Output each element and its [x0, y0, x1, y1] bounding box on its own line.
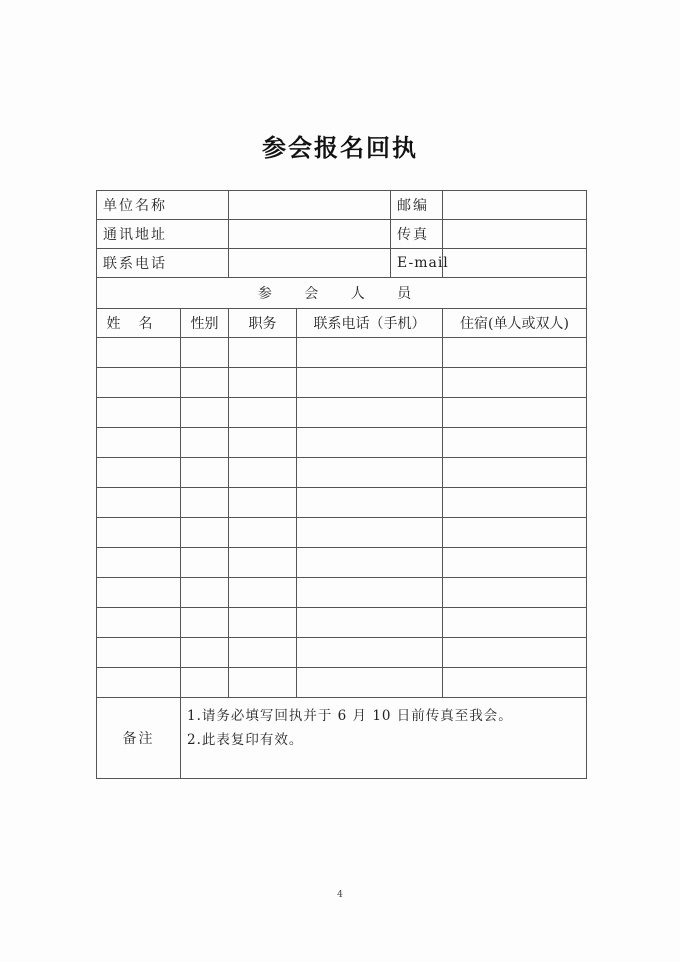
- col-gender-header: 性别: [181, 309, 229, 338]
- info-row-phone: [97, 249, 587, 278]
- attendee-position-cell[interactable]: [229, 428, 297, 458]
- attendee-name-cell[interactable]: [97, 458, 181, 488]
- attendee-phone-cell[interactable]: [297, 458, 443, 488]
- attendee-name-cell[interactable]: [97, 638, 181, 668]
- attendee-lodging-cell[interactable]: [443, 518, 587, 548]
- attendee-phone-cell[interactable]: [297, 398, 443, 428]
- attendee-row: [97, 578, 587, 608]
- attendee-row: [97, 608, 587, 638]
- attendee-gender-cell[interactable]: [181, 338, 229, 368]
- attendee-gender-cell[interactable]: [181, 548, 229, 578]
- attendee-phone-cell[interactable]: [297, 368, 443, 398]
- info-row-address: [97, 220, 587, 249]
- attendee-lodging-cell[interactable]: [443, 638, 587, 668]
- attendee-row: [97, 638, 587, 668]
- note-line-1: 1.请务必填写回执并于 6 月 10 日前传真至我会。: [187, 708, 513, 724]
- col-lodging-header: 住宿(单人或双人): [443, 309, 587, 338]
- attendee-gender-cell[interactable]: [181, 428, 229, 458]
- postcode-label: 邮编: [391, 191, 443, 220]
- attendee-row: [97, 458, 587, 488]
- attendee-gender-cell[interactable]: [181, 368, 229, 398]
- attendee-position-cell[interactable]: [229, 638, 297, 668]
- contact-phone-label: 联系电话: [97, 249, 229, 278]
- attendee-rows: [97, 338, 587, 698]
- attendee-name-cell[interactable]: [97, 398, 181, 428]
- col-position-header: 职务: [229, 309, 297, 338]
- attendee-row: [97, 338, 587, 368]
- attendee-lodging-cell[interactable]: [443, 458, 587, 488]
- address-field[interactable]: [229, 220, 391, 249]
- attendee-position-cell[interactable]: [229, 608, 297, 638]
- attendee-row: [97, 668, 587, 698]
- page-title: 参会报名回执: [262, 134, 418, 162]
- attendee-name-cell[interactable]: [97, 338, 181, 368]
- email-field[interactable]: [443, 249, 587, 278]
- attendee-position-cell[interactable]: [229, 548, 297, 578]
- attendee-lodging-cell[interactable]: [443, 338, 587, 368]
- postcode-field[interactable]: [443, 191, 587, 220]
- contact-phone-field[interactable]: [229, 249, 391, 278]
- attendee-phone-cell[interactable]: [297, 488, 443, 518]
- attendee-row: [97, 398, 587, 428]
- attendee-position-cell[interactable]: [229, 398, 297, 428]
- attendee-row: [97, 368, 587, 398]
- attendee-phone-cell[interactable]: [297, 338, 443, 368]
- attendee-phone-cell[interactable]: [297, 548, 443, 578]
- attendee-lodging-cell[interactable]: [443, 578, 587, 608]
- attendee-gender-cell[interactable]: [181, 398, 229, 428]
- attendee-lodging-cell[interactable]: [443, 608, 587, 638]
- attendee-gender-cell[interactable]: [181, 578, 229, 608]
- attendee-phone-cell[interactable]: [297, 638, 443, 668]
- attendee-name-cell[interactable]: [97, 668, 181, 698]
- attendee-gender-cell[interactable]: [181, 488, 229, 518]
- attendee-name-cell[interactable]: [97, 368, 181, 398]
- attendee-name-cell[interactable]: [97, 578, 181, 608]
- attendee-row: [97, 518, 587, 548]
- attendees-section-title: 参 会 人 员: [97, 278, 587, 309]
- attendee-lodging-cell[interactable]: [443, 368, 587, 398]
- email-label: E-mail: [391, 249, 443, 278]
- attendee-lodging-cell[interactable]: [443, 668, 587, 698]
- attendee-position-cell[interactable]: [229, 458, 297, 488]
- attendee-position-cell[interactable]: [229, 368, 297, 398]
- attendee-gender-cell[interactable]: [181, 608, 229, 638]
- fax-label: 传真: [391, 220, 443, 249]
- attendee-phone-cell[interactable]: [297, 668, 443, 698]
- attendee-position-cell[interactable]: [229, 338, 297, 368]
- notes-row: [97, 698, 587, 779]
- attendee-gender-cell[interactable]: [181, 458, 229, 488]
- col-phone-header: 联系电话（手机）: [297, 309, 443, 338]
- attendee-name-cell[interactable]: [97, 428, 181, 458]
- notes-label: 备注: [97, 698, 181, 779]
- attendee-phone-cell[interactable]: [297, 518, 443, 548]
- fax-field[interactable]: [443, 220, 587, 249]
- attendee-row: [97, 428, 587, 458]
- info-row-unit: [97, 191, 587, 220]
- attendee-row: [97, 488, 587, 518]
- attendee-phone-cell[interactable]: [297, 578, 443, 608]
- col-name-header: 姓名: [97, 309, 181, 338]
- unit-name-field[interactable]: [229, 191, 391, 220]
- attendee-position-cell[interactable]: [229, 668, 297, 698]
- attendee-gender-cell[interactable]: [181, 668, 229, 698]
- unit-name-label: 单位名称: [97, 191, 229, 220]
- attendee-lodging-cell[interactable]: [443, 428, 587, 458]
- attendee-position-cell[interactable]: [229, 488, 297, 518]
- registration-form-table: [96, 190, 587, 779]
- attendee-lodging-cell[interactable]: [443, 548, 587, 578]
- notes-text: [181, 698, 587, 779]
- page-number: 4: [337, 890, 343, 900]
- attendee-name-cell[interactable]: [97, 518, 181, 548]
- attendee-name-cell[interactable]: [97, 488, 181, 518]
- attendee-row: [97, 548, 587, 578]
- attendees-header-row: [97, 309, 587, 338]
- attendee-gender-cell[interactable]: [181, 518, 229, 548]
- attendee-lodging-cell[interactable]: [443, 398, 587, 428]
- attendee-gender-cell[interactable]: [181, 638, 229, 668]
- attendee-name-cell[interactable]: [97, 608, 181, 638]
- attendee-phone-cell[interactable]: [297, 608, 443, 638]
- attendee-phone-cell[interactable]: [297, 428, 443, 458]
- note-line-2: 2.此表复印有效。: [187, 732, 304, 748]
- attendee-position-cell[interactable]: [229, 578, 297, 608]
- attendee-name-cell[interactable]: [97, 548, 181, 578]
- attendee-lodging-cell[interactable]: [443, 488, 587, 518]
- attendee-position-cell[interactable]: [229, 518, 297, 548]
- address-label: 通讯地址: [97, 220, 229, 249]
